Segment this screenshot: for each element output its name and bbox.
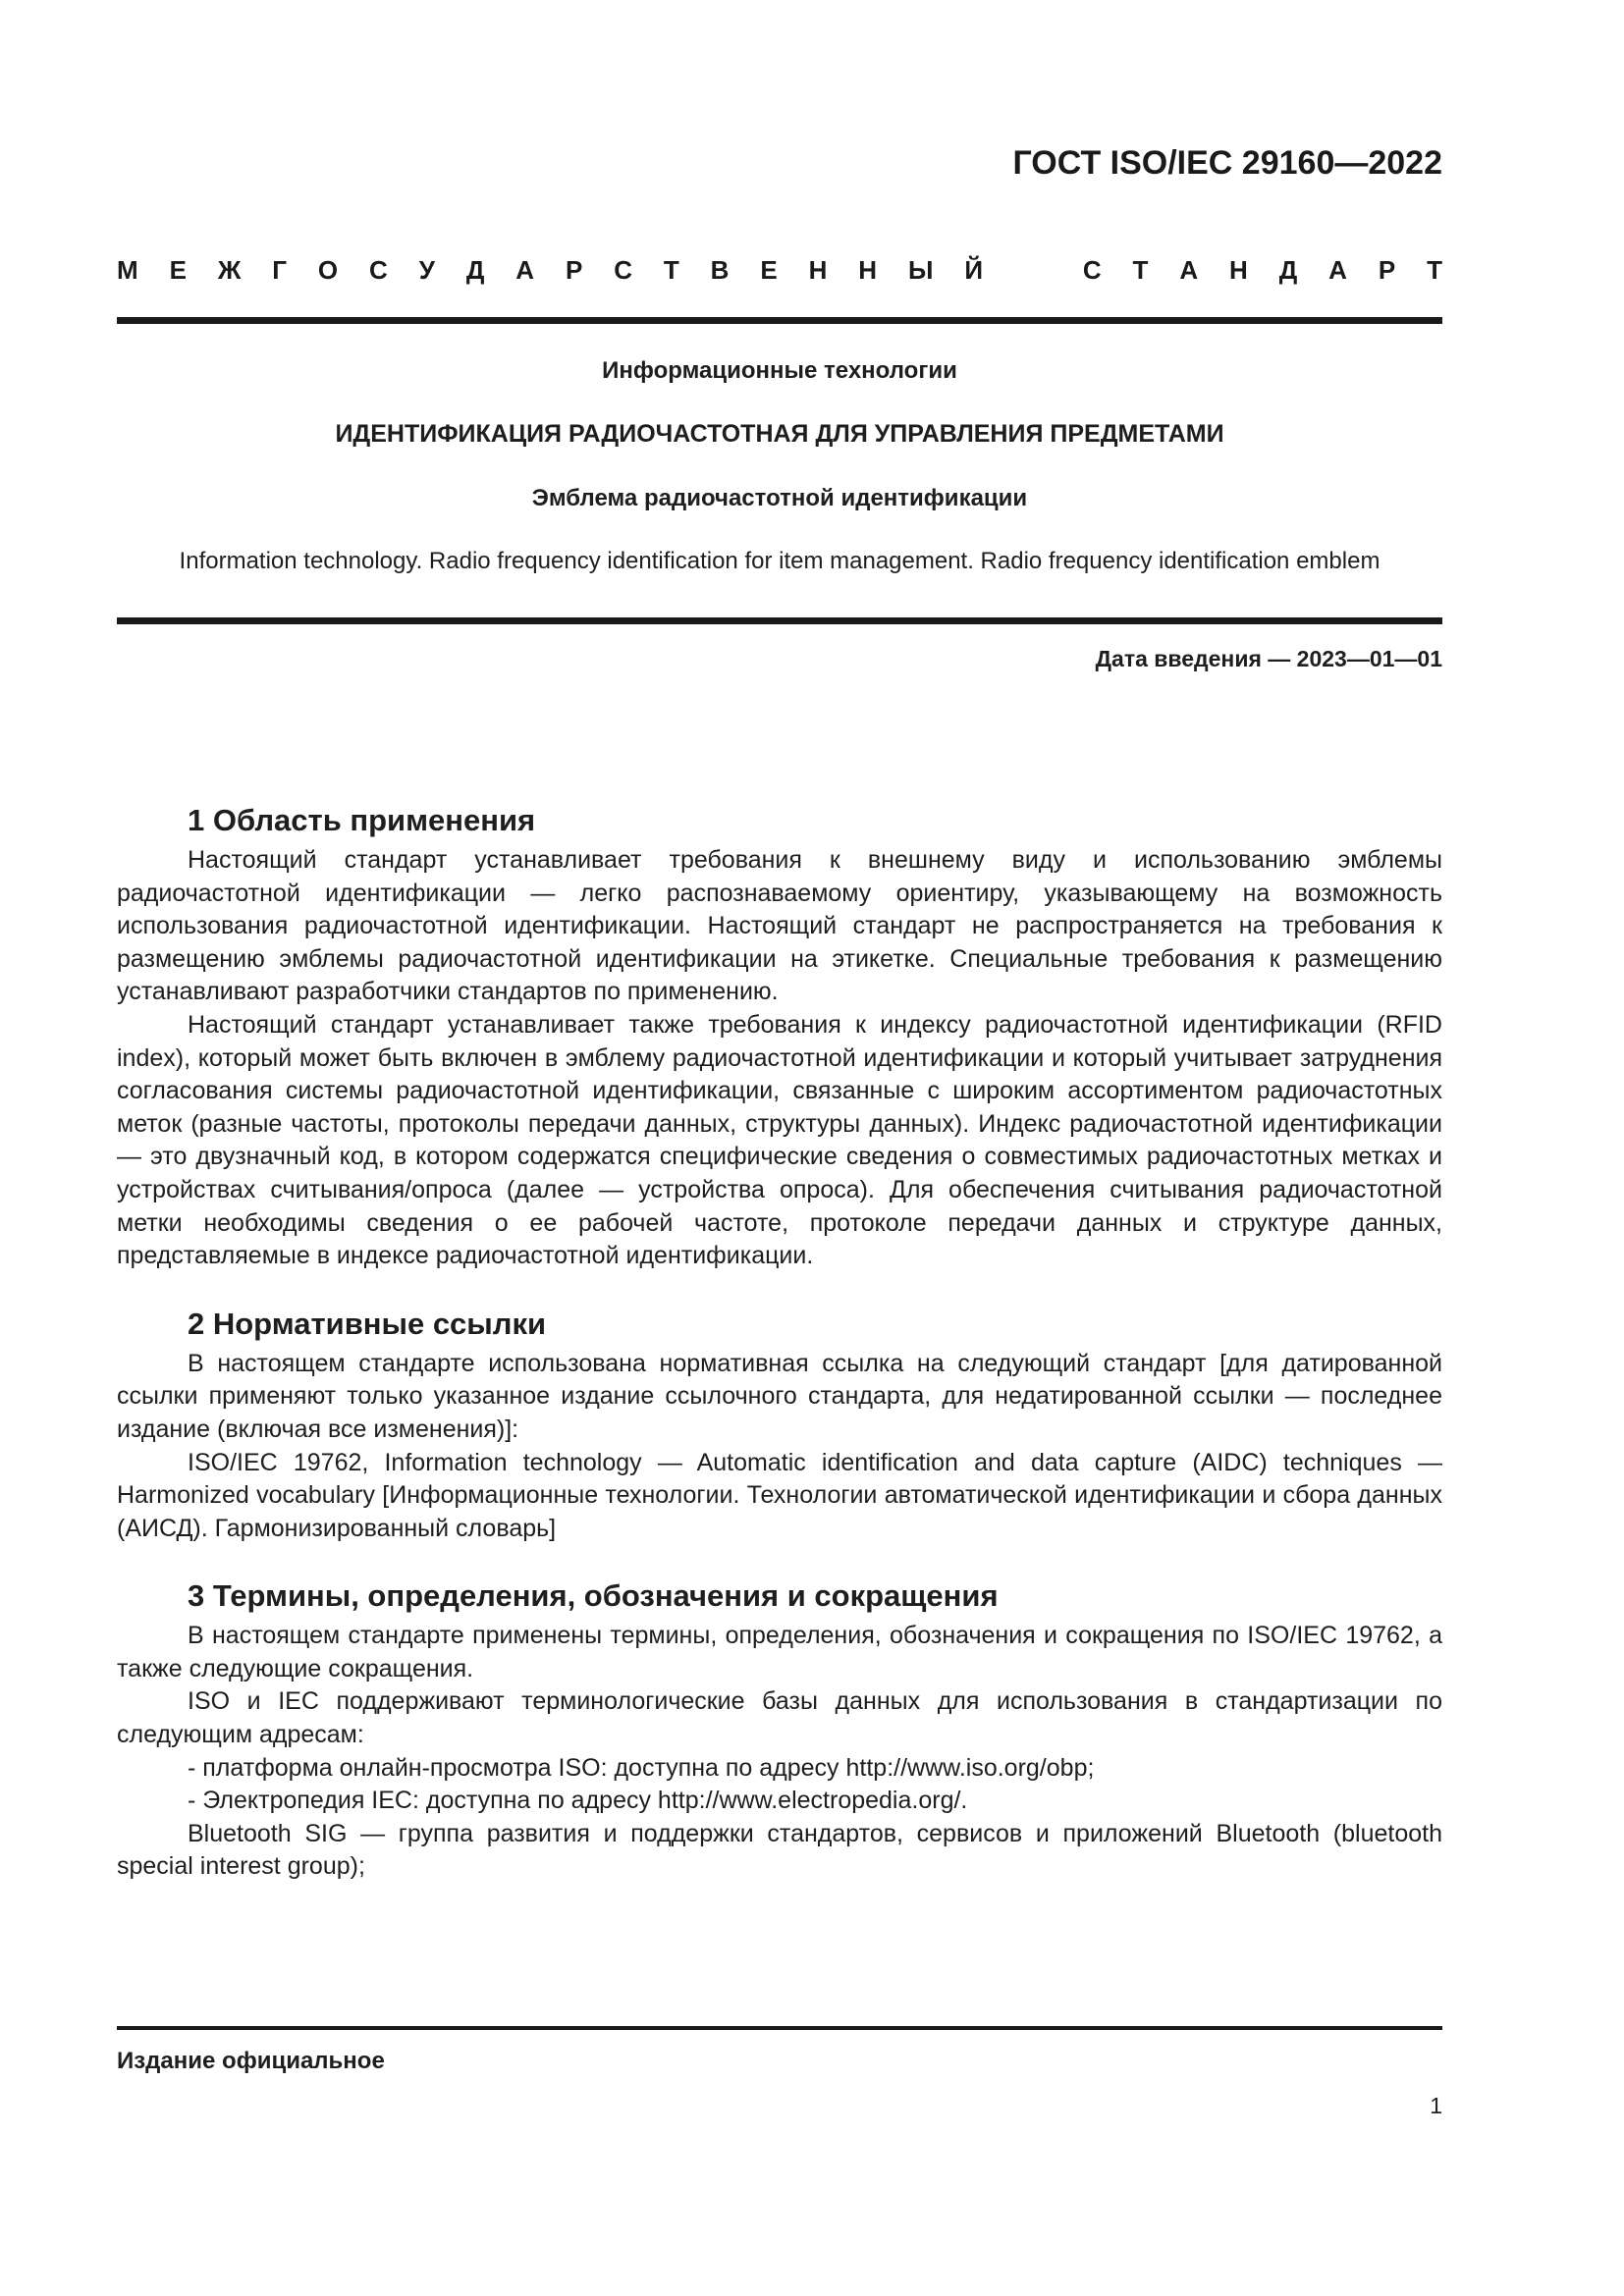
paragraph: Bluetooth SIG — группа развития и поддержки стандартов, сервисов и приложений Bluetooth (bluetooth special interest group); [117, 1819, 1442, 1881]
title-divider [117, 617, 1442, 624]
banner-letter: Н [808, 254, 828, 285]
paragraph: В настоящем стандарте применены термины, определения, обозначения и сокращения по ISO/IEC 19762, а также следующие сокращения. [117, 1622, 1442, 1682]
footer-divider [117, 2026, 1442, 2030]
section-heading: 1 Область применения [188, 803, 536, 837]
english-title: Information technology. Radio frequency identification for item management. Radio frequency identification emblem [179, 548, 1380, 574]
subtitle: Эмблема радиочастотной идентификации [531, 485, 1028, 511]
edition-label: Издание официальное [117, 2048, 385, 2074]
banner-letter: Е [760, 254, 778, 285]
banner-letter: Е [169, 254, 187, 285]
introduction-date: Дата введения — 2023—01—01 [1095, 646, 1442, 671]
banner-letter: А [515, 254, 535, 285]
section-heading: 2 Нормативные ссылки [188, 1306, 547, 1341]
banner-letter: А [1328, 254, 1347, 285]
paragraph: Настоящий стандарт устанавливает также требования к индексу радиочастотной идентификации (RFID index), который может быть включен в эмблему радиочастотной идентификации и который учитывает затруднения согласования системы радиочастотной идентификации, связанные с широким ассортиментом радиочастотных меток (разные частоты, протоколы передачи данных, структуры данных). Индекс радиочастотной идентификации — это двузначный код, в котором содержатся специфические сведения о совместимых радиочастотных метках и устройствах считывания/опроса (далее — устройства опроса). Для обеспечения считывания радиочастотной метки необходимы сведения о ее рабочей частоте, протоколе передачи данных и структуре данных, представляемые в индексе радиочастотной идентификации. [117, 1010, 1442, 1270]
banner-letter: Н [858, 254, 878, 285]
list-item: - платформа онлайн-просмотра ISO: доступна по адресу http://www.iso.org/obp; [188, 1753, 1095, 1782]
paragraph: ISO и IEC поддерживают терминологические базы данных для использования в стандартизации по следующим адресам: [117, 1687, 1442, 1749]
banner-letter: М [117, 254, 138, 285]
banner-letter: Т [1427, 254, 1442, 285]
paragraph: Настоящий стандарт устанавливает требования к внешнему виду и использованию эмблемы радиочастотной идентификации — легко распознаваемому ориентиру, указывающему на возможность использования радиочастотной идентификации. Настоящий стандарт не распространяется на требования к размещению эмблемы радиочастотной идентификации на этикетке. Специальные требования к размещению устанавливают разработчики стандартов по применению. [117, 846, 1442, 1006]
paragraph: ISO/IEC 19762, Information technology — Automatic identification and data capture (AIDC) techniques — Harmonized vocabulary [Информационные технологии. Технологии автоматической идентификации и сбора данных (АИСД). Гармонизированный словарь] [117, 1448, 1442, 1542]
section-spacer [117, 1273, 1442, 1301]
main-title: ИДЕНТИФИКАЦИЯ РАДИОЧАСТОТНАЯ ДЛЯ УПРАВЛЕНИЯ ПРЕДМЕТАМИ [335, 420, 1224, 448]
banner-letter: У [418, 254, 435, 285]
banner-letter: Ы [907, 254, 934, 285]
banner-letter: Д [465, 254, 485, 285]
interstate-standard-banner [117, 250, 1442, 290]
banner-letter: Й [964, 254, 984, 285]
banner-letter: Ж [217, 254, 242, 285]
banner-letter: Р [565, 254, 583, 285]
paragraph: В настоящем стандарте использована нормативная ссылка на следующий стандарт [для датированной ссылки применяют только указанное издание ссылочного стандарта, для недатированной ссылки — последнее издание (включая все изменения)]: [117, 1349, 1442, 1443]
banner-letter: Р [1378, 254, 1396, 285]
section-heading: 3 Термины, определения, обозначения и сокращения [188, 1578, 999, 1614]
banner-letter: С [614, 254, 632, 285]
banner-letter: С [1082, 254, 1102, 285]
subject-heading: Информационные технологии [602, 357, 957, 384]
document-body [117, 797, 1442, 1884]
header-divider [117, 317, 1442, 324]
section-spacer [117, 1545, 1442, 1573]
list-item: - Электропедия IEC: доступна по адресу http://www.electropedia.org/. [188, 1787, 968, 1815]
banner-letter: Т [663, 254, 679, 285]
banner-letter: Т [1132, 254, 1149, 285]
banner-letter: В [710, 254, 730, 285]
banner-letter: О [317, 254, 339, 285]
banner-letter: Н [1229, 254, 1248, 285]
banner-letter: Г [272, 254, 287, 285]
document-code: ГОСТ ISO/IEC 29160—2022 [1012, 144, 1442, 182]
banner-letter: С [369, 254, 388, 285]
page-number: 1 [1430, 2093, 1442, 2118]
banner-letter: А [1179, 254, 1199, 285]
banner-letter: Д [1278, 254, 1298, 285]
